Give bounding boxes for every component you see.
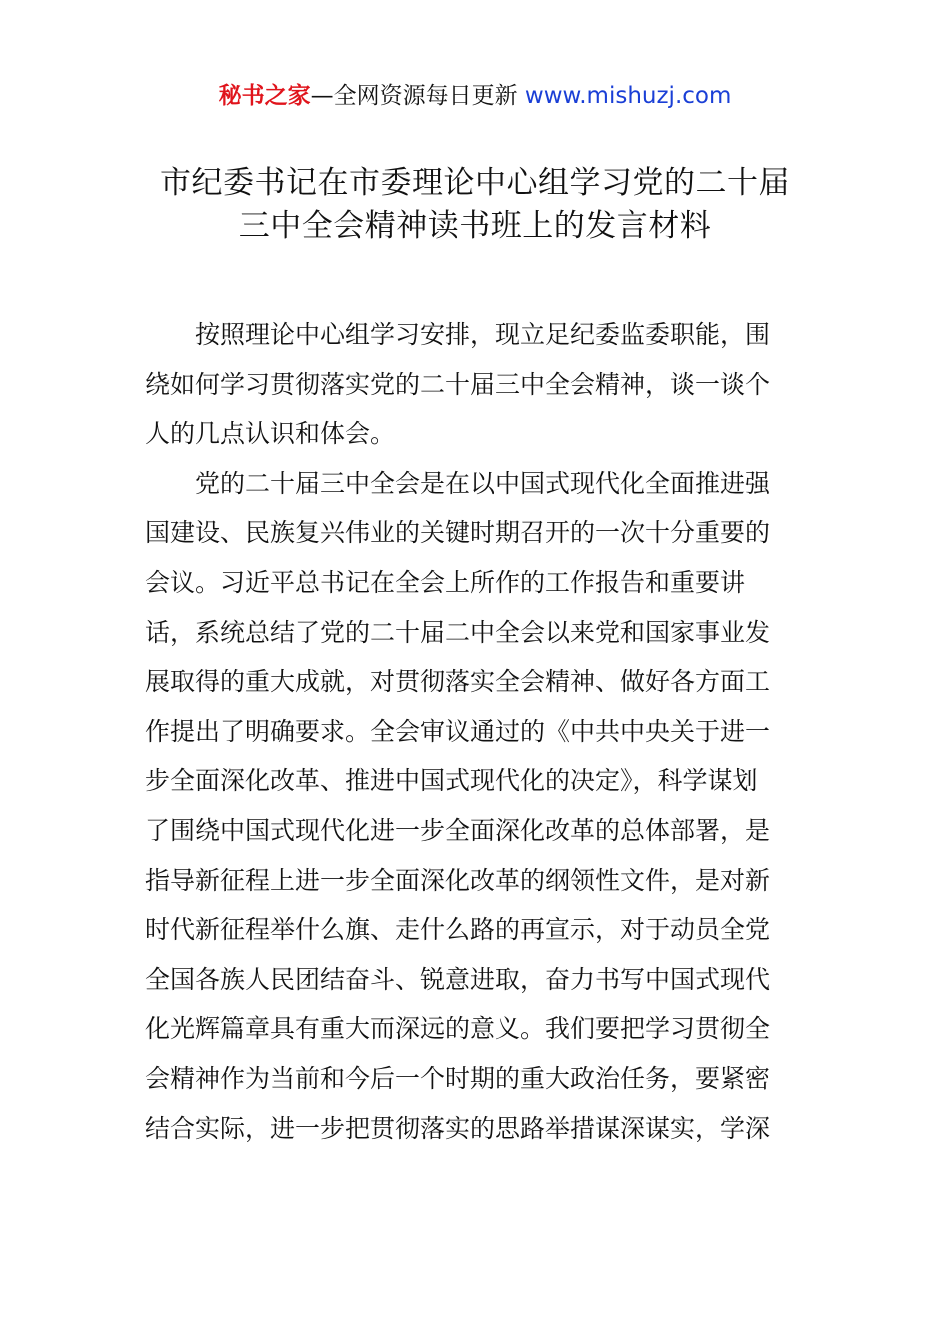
brand-name: 秘书之家 (218, 83, 311, 109)
body-line: 作提出了明确要求。全会审议通过的《中共中央关于进一 (145, 716, 771, 746)
site-header (0, 80, 950, 112)
body-line: 步全面深化改革、推进中国式现代化的决定》，科学谋划 (145, 766, 758, 796)
body-line: 人的几点认识和体会。 (145, 419, 396, 449)
body-line: 绕如何学习贯彻落实党的二十届三中全会精神，谈一谈个 (145, 369, 771, 399)
body-line: 会议。习近平总书记在全会上所作的工作报告和重要讲 (145, 567, 746, 597)
body-line: 按照理论中心组学习安排，现立足纪委监委职能，围 (195, 320, 771, 349)
title-line-2: 三中全会精神读书班上的发言材料 (238, 208, 712, 244)
body-line: 了围绕中国式现代化进一步全面深化改革的总体部署，是 (145, 815, 771, 845)
body-line: 全国各族人民团结奋斗、锐意进取，奋力书写中国式现代 (145, 964, 771, 994)
body-line: 化光辉篇章具有重大而深远的意义。我们要把学习贯彻全 (145, 1014, 771, 1044)
site-url-link[interactable]: www.mishuzj.com (524, 83, 732, 109)
body-line: 话，系统总结了党的二十届二中全会以来党和国家事业发 (145, 617, 771, 647)
body-line: 党的二十届三中全会是在以中国式现代化全面推进强 (195, 468, 771, 498)
document-body (145, 310, 785, 1153)
body-line: 国建设、民族复兴伟业的关键时期召开的一次十分重要的 (145, 518, 771, 548)
body-line: 时代新征程举什么旗、走什么路的再宣示，对于动员全党 (145, 915, 771, 945)
header-tagline: —全网资源每日更新 (310, 83, 525, 109)
body-line: 会精神作为当前和今后一个时期的重大政治任务，要紧密 (145, 1063, 771, 1093)
title-line-1: 市纪委书记在市委理论中心组学习党的二十届 (160, 165, 790, 201)
body-line: 展取得的重大成就，对贯彻落实全会精神、做好各方面工 (145, 667, 771, 697)
document-title (100, 162, 850, 248)
body-line: 结合实际，进一步把贯彻落实的思路举措谋深谋实，学深 (145, 1113, 771, 1143)
body-line: 指导新征程上进一步全面深化改革的纲领性文件，是对新 (145, 865, 771, 895)
